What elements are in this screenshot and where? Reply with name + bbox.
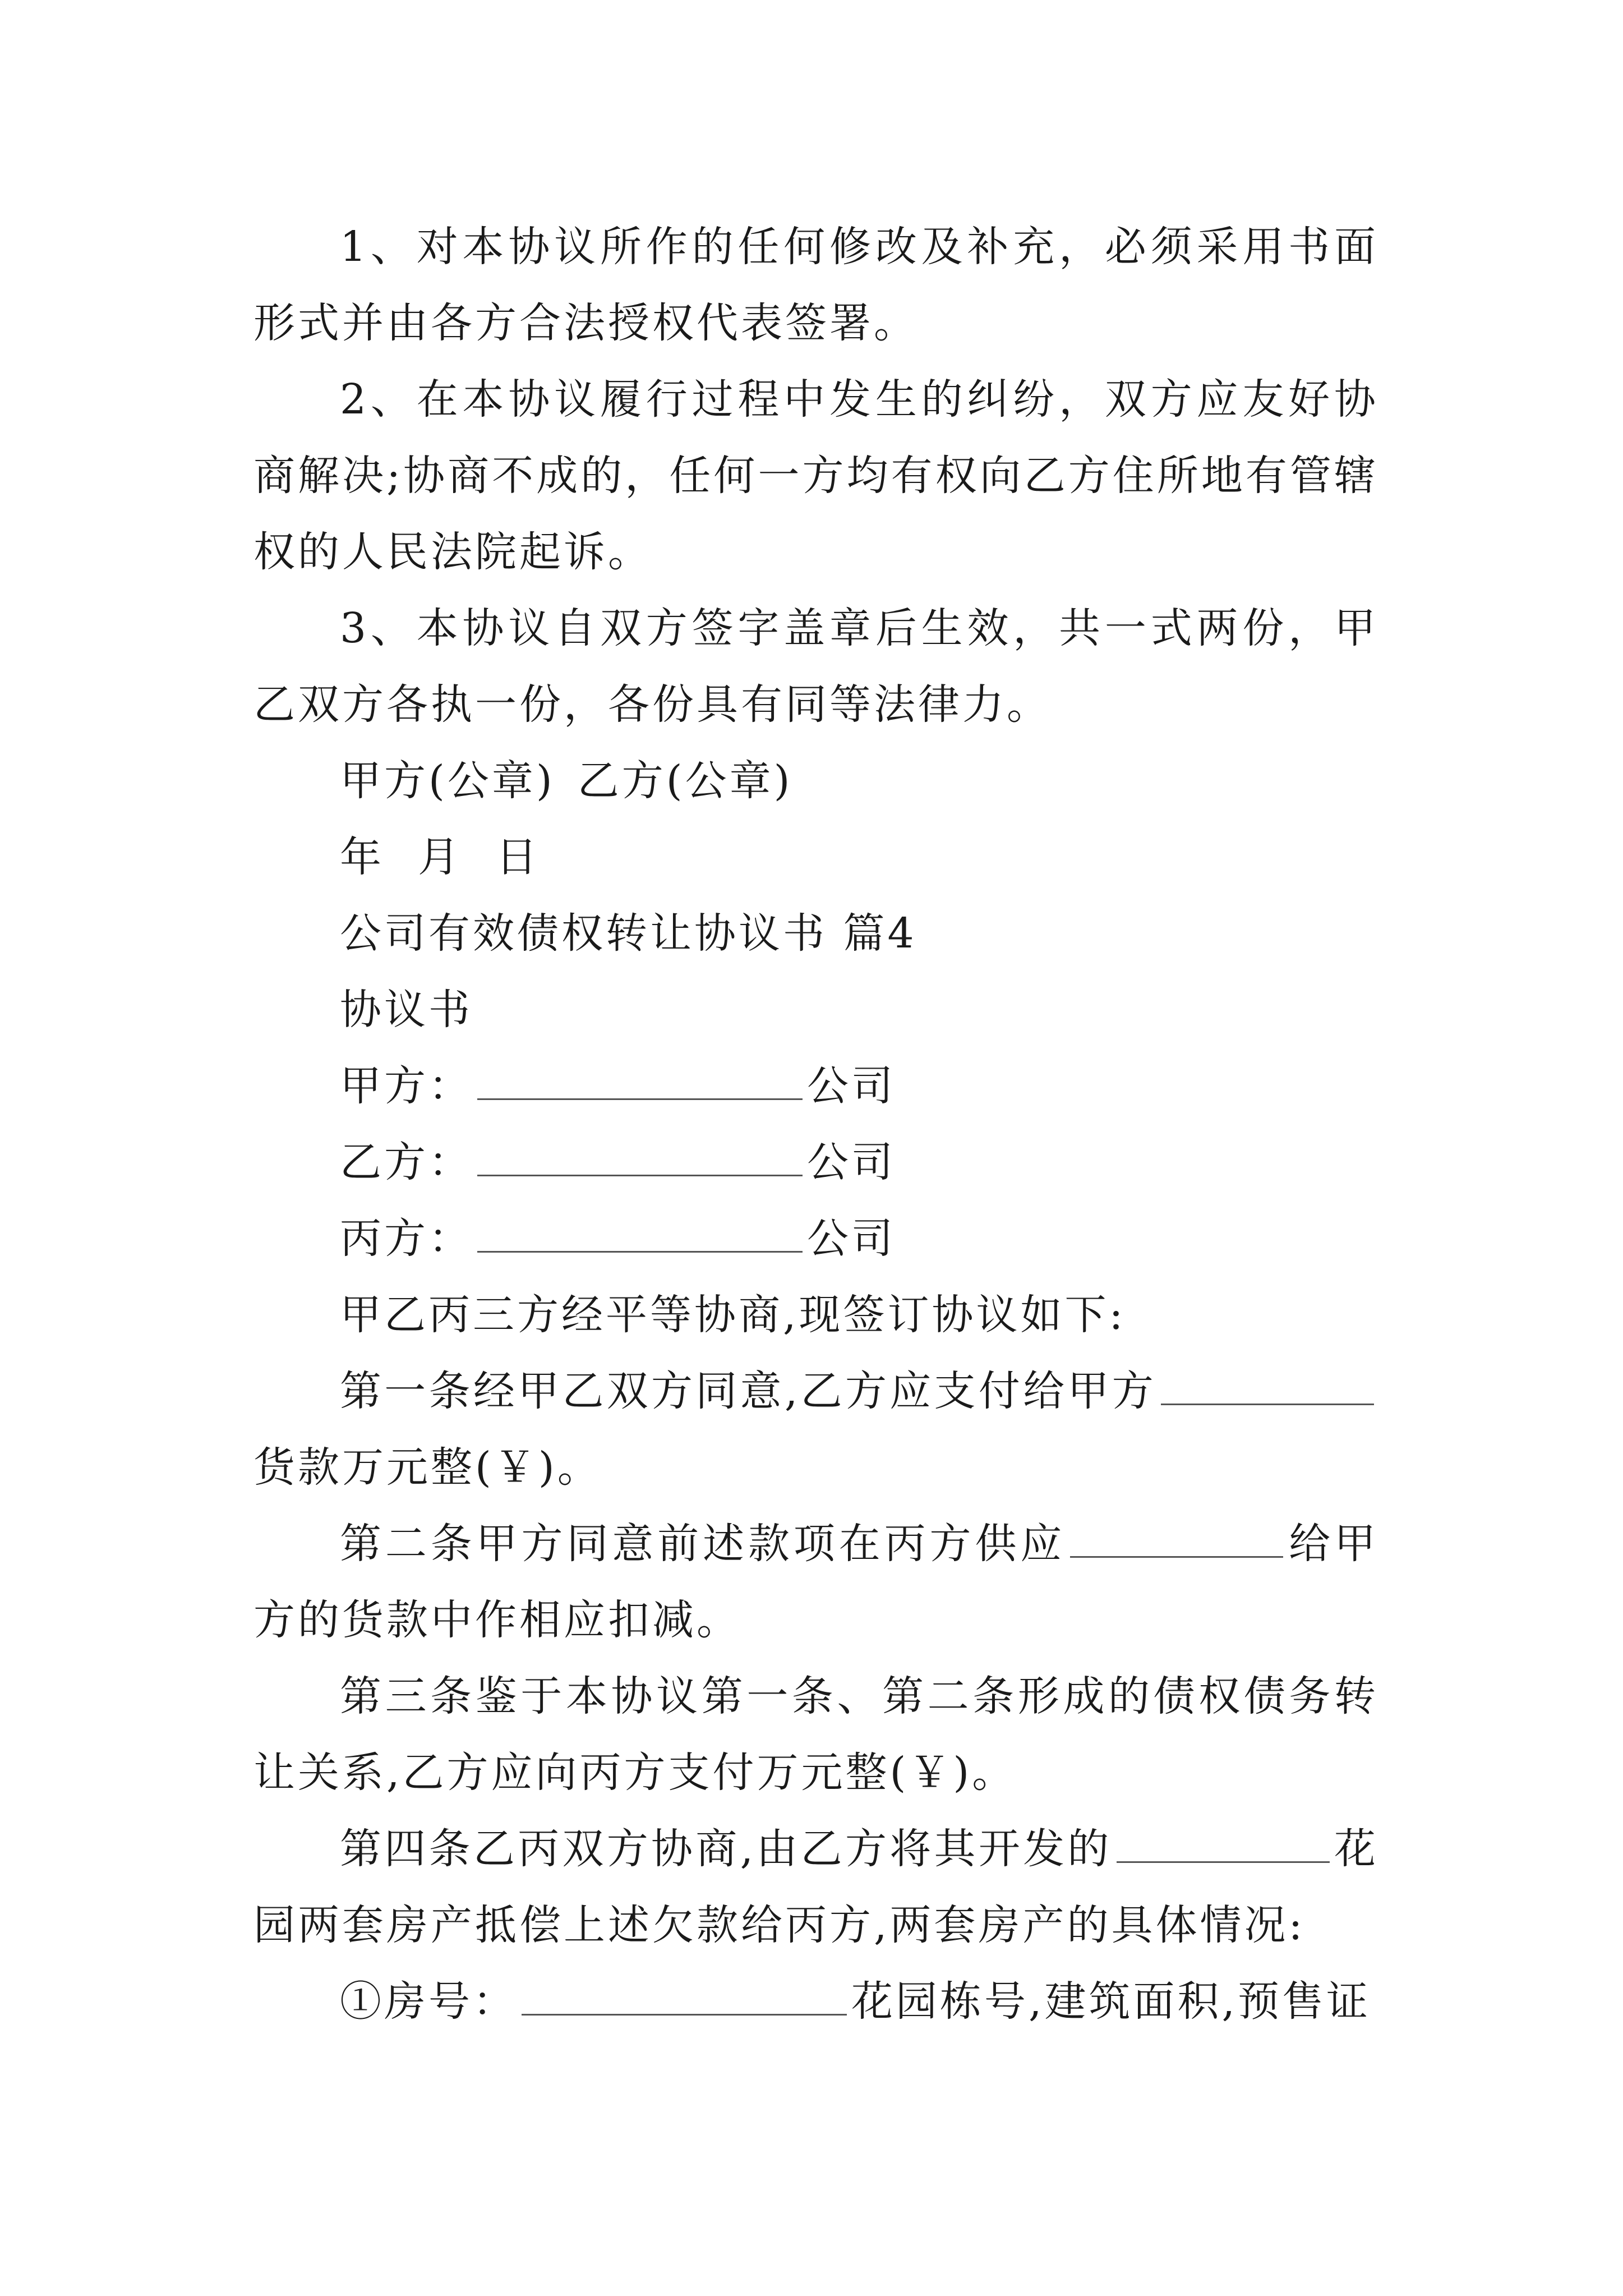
party-c-name-blank (477, 1215, 803, 1253)
article-4 (253, 1811, 1378, 1963)
party-label: 丙方： (340, 1214, 473, 1263)
clause-3: 3、本协议自双方签字盖章后生效，共一式两份，甲乙双方各执一份，各份具有同等法律力。 (253, 604, 1378, 729)
party-suffix: 公司 (807, 1214, 896, 1263)
item-1-blank (522, 1978, 847, 2016)
party-suffix: 公司 (807, 1138, 896, 1186)
preamble: 甲乙丙三方经平等协商,现签订协议如下: (340, 1291, 1126, 1339)
article-1-blank (1161, 1368, 1374, 1405)
section-heading: 公司有效债权转让协议书 篇4 (340, 909, 917, 958)
item-1-text: ①房号： (340, 1977, 517, 2026)
article-2-text: 第二条甲方同意前述款项在丙方供应 (340, 1520, 1066, 1568)
item-1 (253, 1963, 1378, 2040)
article-4-text-rest: 花园两套房产抵偿上述欠款给丙方,两套房产的具体情况: (253, 1825, 1378, 1949)
clause-2: 2、在本协议履行过程中发生的纠纷，双方应友好协商解决;协商不成的，任何一方均有权向乙方住所地有管辖权的人民法院起诉。 (253, 375, 1378, 576)
article-3: 第三条鉴于本协议第一条、第二条形成的债权债务转让关系,乙方应向丙方支付万元整(￥)。 (253, 1672, 1378, 1797)
article-2-text-rest: 给甲方的货款中作相应扣减。 (253, 1520, 1379, 1644)
article-4-blank (1117, 1825, 1330, 1863)
party-b-seal: 乙方(公章) (577, 757, 793, 805)
date-day: 日 (496, 833, 540, 881)
item-1-text-rest: 花园栋号,建筑面积,预售证 (851, 1977, 1371, 2026)
article-1-text: 第一条经甲乙双方同意,乙方应支付给甲方 (340, 1367, 1156, 1415)
document-body (253, 209, 1378, 2040)
party-line-c (253, 1200, 1378, 1277)
party-suffix: 公司 (807, 1062, 896, 1110)
clause-1: 1、对本协议所作的任何修改及补充，必须采用书面形式并由各方合法授权代表签署。 (253, 223, 1378, 347)
date-year: 年 (340, 833, 384, 881)
article-1-text-rest: 货款万元整(￥)。 (253, 1443, 602, 1492)
date-month: 月 (418, 833, 462, 881)
article-2-blank (1070, 1520, 1283, 1558)
party-line-a (253, 1048, 1378, 1124)
party-label: 乙方： (340, 1138, 473, 1186)
article-2 (253, 1506, 1378, 1658)
article-1 (253, 1353, 1378, 1506)
seal-line (253, 743, 1378, 819)
article-4-text: 第四条乙丙双方协商,由乙方将其开发的 (340, 1825, 1112, 1873)
agreement-title: 协议书 (340, 986, 473, 1034)
date-line (253, 819, 1378, 895)
party-label: 甲方： (340, 1062, 473, 1110)
party-a-seal: 甲方(公章) (340, 757, 555, 805)
party-a-name-blank (477, 1062, 803, 1100)
party-b-name-blank (477, 1139, 803, 1176)
party-line-b (253, 1124, 1378, 1200)
